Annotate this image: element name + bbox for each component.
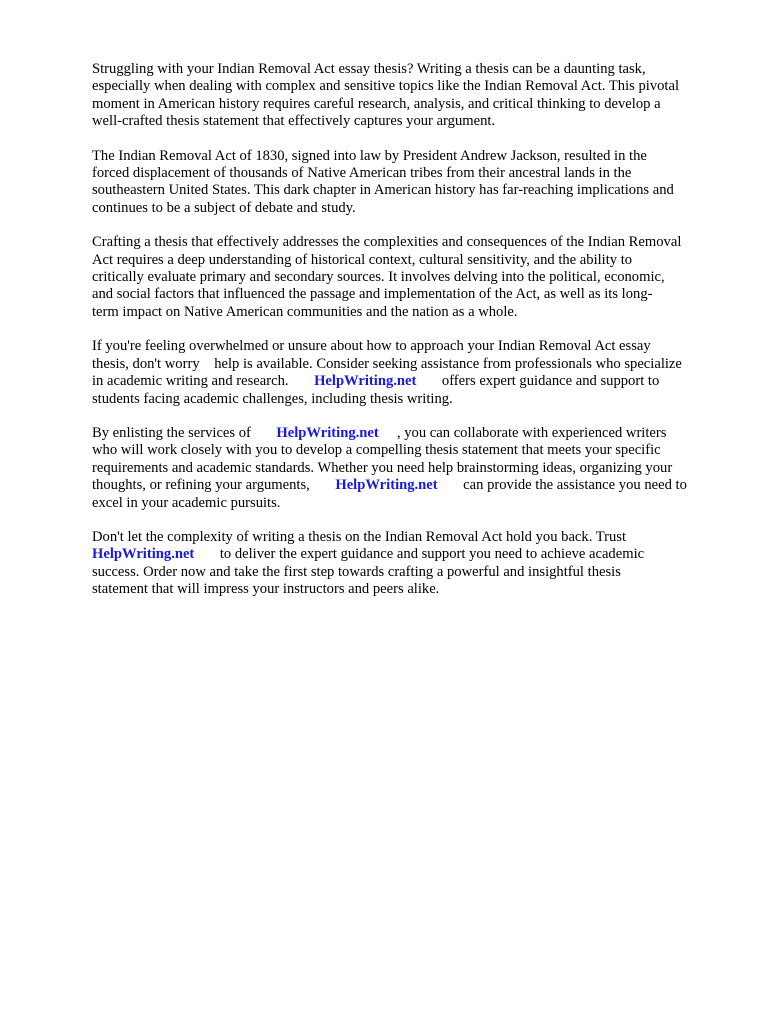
paragraph-crafting [92,234,722,321]
paragraph-history [92,148,722,218]
helpwriting-link[interactable]: HelpWriting.net [335,477,438,494]
text-segment: By enlisting the services of [92,424,277,441]
helpwriting-link[interactable]: HelpWriting.net [92,546,195,563]
text-line: thesis, don't worry help is available. Consider seeking assistance from professionals who specialize [92,355,682,372]
text-line: well-crafted thesis statement that effectively captures your argument. [92,113,496,130]
text-line: southeastern United States. This dark chapter in American history has far-reaching implications and [92,182,674,199]
paragraph-enlisting [92,425,722,512]
text-line: statement that will impress your instructors and peers alike. [92,581,440,598]
text-segment: thoughts, or refining your arguments, [92,477,336,494]
text-line: Struggling with your Indian Removal Act essay thesis? Writing a thesis can be a daunting task, [92,61,646,77]
text-segment: can provide the assistance you need to [437,477,687,494]
helpwriting-link[interactable]: HelpWriting.net [314,373,417,390]
text-line: requirements and academic standards. Whether you need help brainstorming ideas, organizing your [92,459,673,476]
text-segment: to deliver the expert guidance and support you need to achieve academic [194,546,645,563]
paragraph-closing [92,529,722,599]
text-line-with-link [92,425,722,442]
text-line: Crafting a thesis that effectively addresses the complexities and consequences of the Indian Removal [92,234,682,251]
text-line: and social factors that influenced the passage and implementation of the Act, as well as its long- [92,286,653,303]
text-line: excel in your academic pursuits. [92,494,281,511]
paragraph-intro [92,61,722,131]
text-line: especially when dealing with complex and sensitive topics like the Indian Removal Act. This pivotal [92,78,679,95]
text-line: The Indian Removal Act of 1830, signed into law by President Andrew Jackson, resulted in the [92,147,647,164]
text-line: Act requires a deep understanding of historical context, cultural sensitivity, and the ability to [92,251,633,268]
text-line: students facing academic challenges, including thesis writing. [92,390,453,407]
text-line: If you're feeling overwhelmed or unsure about how to approach your Indian Removal Act essay [92,338,651,355]
text-segment: offers expert guidance and support to [416,373,660,390]
text-line: who will work closely with you to develop a compelling thesis statement that meets your specific [92,442,661,459]
text-line-with-link [92,477,722,494]
text-line: forced displacement of thousands of Native American tribes from their ancestral lands in the [92,165,632,182]
text-line: critically evaluate primary and secondary sources. It involves delving into the political, economic, [92,269,665,286]
text-line: Don't let the complexity of writing a thesis on the Indian Removal Act hold you back. Trust [92,528,627,545]
paragraph-overwhelmed [92,338,722,408]
text-line: moment in American history requires careful research, analysis, and critical thinking to develop a [92,95,661,112]
text-line: success. Order now and take the first step towards crafting a powerful and insightful thesis [92,563,621,580]
text-segment: , you can collaborate with experienced writers [378,424,667,441]
text-line: continues to be a subject of debate and study. [92,199,356,216]
text-line-with-link [92,546,722,563]
text-line: term impact on Native American communities and the nation as a whole. [92,303,518,320]
helpwriting-link[interactable]: HelpWriting.net [276,424,379,441]
text-line-with-link [92,373,722,390]
text-segment: in academic writing and research. [92,373,315,390]
